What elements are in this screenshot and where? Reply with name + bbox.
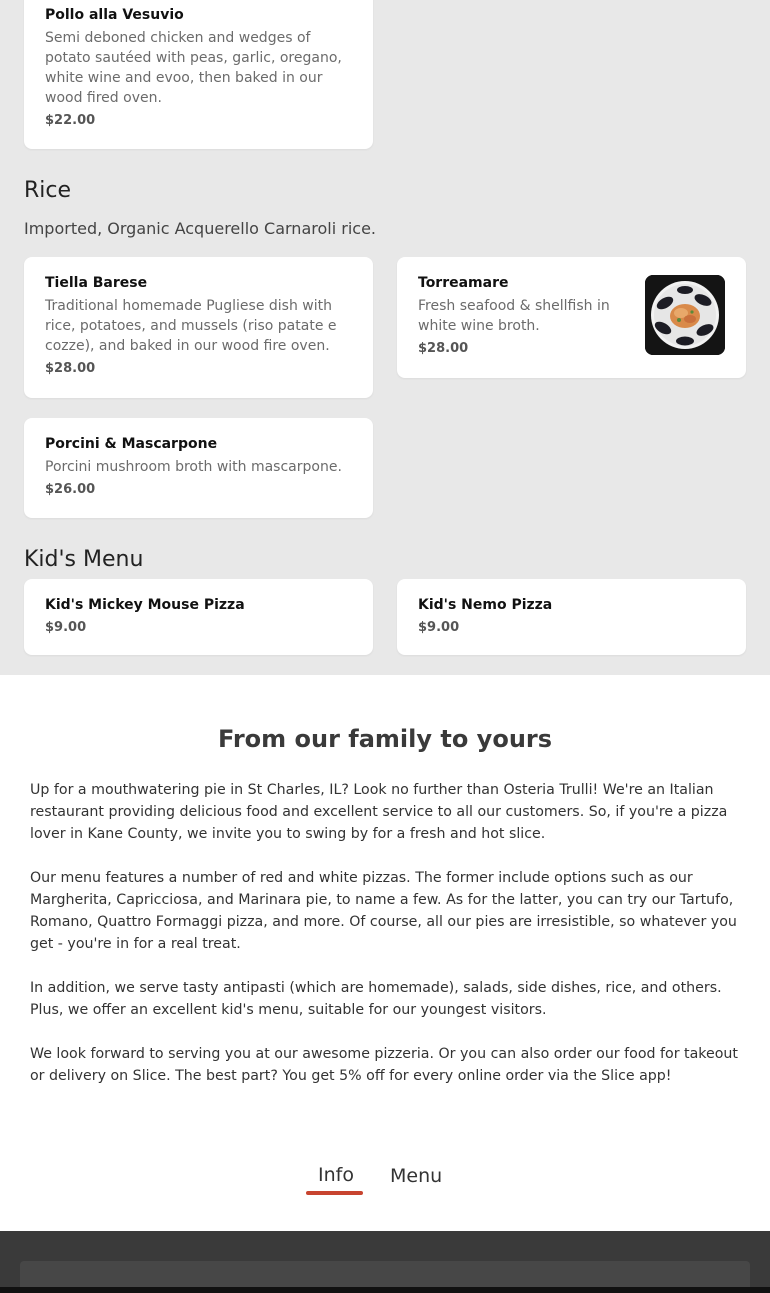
menu-item-card[interactable] — [397, 257, 746, 378]
menu-item-price: $28.00 — [418, 341, 469, 356]
section-title-kids: Kid's Menu — [24, 547, 144, 572]
about-section — [0, 675, 770, 1231]
dish-photo[interactable] — [645, 275, 725, 355]
menu-item-price: $28.00 — [45, 361, 96, 376]
menu-item-name: Kid's Mickey Mouse Pizza — [45, 597, 245, 613]
footer — [0, 1231, 770, 1293]
menu-item-description: Traditional homemade Pugliese dish with rice, potatoes, and mussels (riso patate e cozze), and baked in our wood fire oven. — [45, 298, 337, 354]
active-tab-indicator — [306, 1191, 363, 1195]
menu-item-description: Porcini mushroom broth with mascarpone. — [45, 459, 342, 475]
about-paragraph: In addition, we serve tasty antipasti (which are homemade), salads, side dishes, rice, and others. Plus, we offer an excellent kid's menu, suitable for our youngest visitors. — [30, 980, 722, 1018]
section-description-rice: Imported, Organic Acquerello Carnaroli rice. — [24, 219, 376, 238]
tab-menu[interactable]: Menu — [390, 1165, 443, 1187]
menu-item-description: Semi deboned chicken and wedges of potato sautéed with peas, garlic, oregano, white wine and evoo, then baked in our wood fired oven. — [45, 30, 342, 106]
menu-item-name: Pollo alla Vesuvio — [45, 7, 184, 23]
menu-item-card[interactable] — [24, 579, 373, 655]
seafood-dish-image — [645, 275, 725, 355]
menu-item-name: Porcini & Mascarpone — [45, 436, 218, 452]
about-paragraph: Our menu features a number of red and white pizzas. The former include options such as our Margherita, Capricciosa, and Marinara pie, to name a few. As for the latter, you can try our Tartufo, Romano, Quattro Formaggi pizza, and more. Of course, all our pies are irresistible, so whatever you get - you're in for a real treat. — [30, 870, 737, 952]
menu-item-card[interactable] — [24, 257, 373, 398]
menu-item-name: Tiella Barese — [45, 275, 148, 291]
about-paragraph: We look forward to serving you at our awesome pizzeria. Or you can also order our food for takeout or delivery on Slice. The best part? You get 5% off for every online order via the Slice app! — [30, 1046, 738, 1084]
tab-info[interactable]: Info — [318, 1164, 354, 1186]
about-heading: From our family to yours — [217, 725, 553, 753]
page-tabs — [0, 1160, 770, 1200]
menu-item-card[interactable] — [397, 579, 746, 655]
menu-item-price: $22.00 — [45, 113, 96, 128]
menu-item-description: Fresh seafood & shellfish in white wine broth. — [418, 298, 610, 334]
section-title-rice: Rice — [24, 178, 72, 203]
menu-item-card[interactable] — [24, 418, 373, 518]
menu-item-price: $9.00 — [418, 620, 460, 635]
menu-item-price: $9.00 — [45, 620, 87, 635]
about-paragraph: Up for a mouthwatering pie in St Charles, IL? Look no further than Osteria Trulli! We're an Italian restaurant providing delicious food and excellent service to all our customers. So, if you're a pizza lover in Kane County, we invite you to swing by for a fresh and hot slice. — [30, 782, 728, 842]
menu-item-price: $26.00 — [45, 482, 96, 497]
menu-item-name: Kid's Nemo Pizza — [418, 597, 553, 613]
menu-item-card[interactable] — [24, 0, 373, 149]
footer-bottom-bar — [0, 1287, 770, 1293]
menu-item-name: Torreamare — [418, 275, 509, 291]
